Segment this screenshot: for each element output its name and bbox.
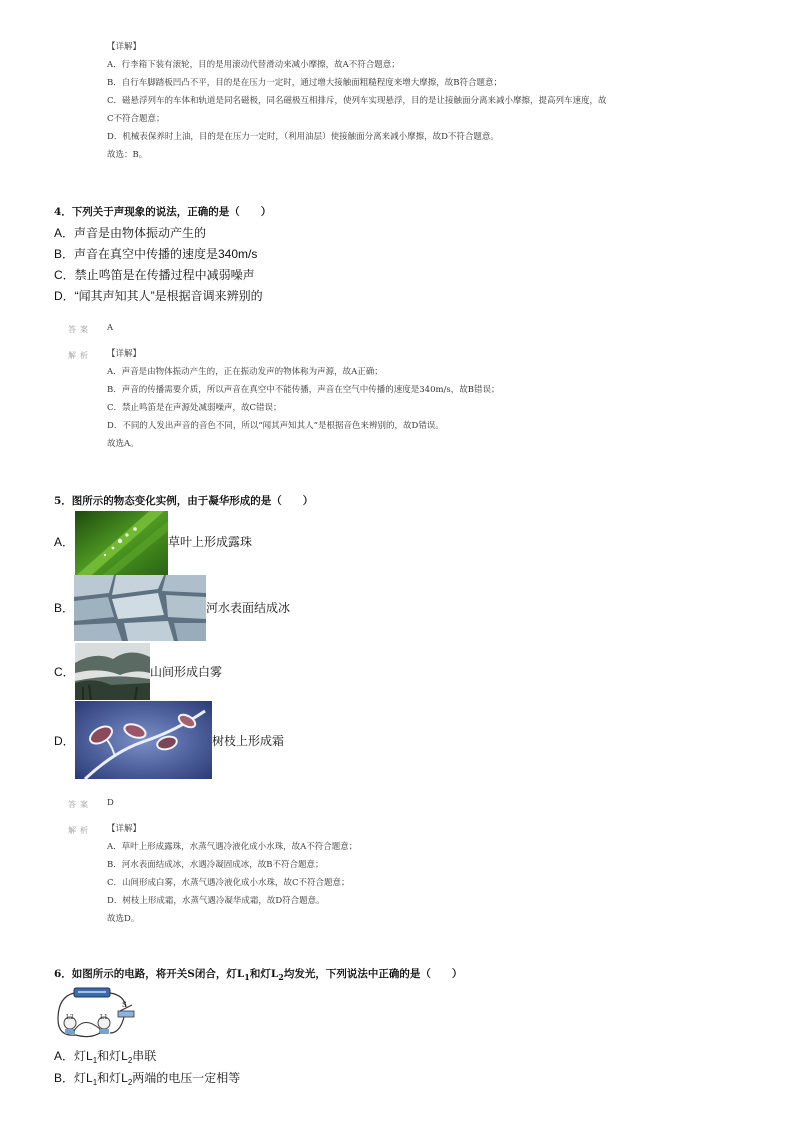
- analysis-label: 解析: [68, 351, 92, 360]
- switch-label: S: [122, 1001, 127, 1009]
- river-ice-photo: [74, 575, 206, 641]
- detail-line: C．山间形成白雾，水蒸气遇冷液化成小水珠，故C不符合题意；: [107, 878, 350, 888]
- q5-option-c-letter[interactable]: C．: [54, 665, 75, 679]
- q6-option-a[interactable]: A．灯$L_1$和灯$L_2$串联: [54, 1049, 157, 1065]
- detail-line: C．禁止鸣笛是在声源处减弱噪声，故C错误；: [107, 403, 282, 413]
- q5-option-b-caption: 河水表面结成冰: [206, 601, 291, 615]
- detail-line: C．磁悬浮列车的车体和轨道是同名磁极，同名磁极互相排斥，使列车实现悬浮，目的是让接触面分离来减小摩擦，提高列车速度，故: [107, 96, 607, 106]
- detail-line: B．自行车脚踏板凹凸不平，目的是在压力一定时，通过增大接触面粗糙程度来增大摩擦，故B符合题意；: [107, 78, 502, 88]
- detail-header: 【详解】: [107, 42, 142, 52]
- question-5-stem: 5．图所示的物态变化实例，由于凝华形成的是（ ）: [54, 495, 314, 507]
- detail-line: 故选A。: [107, 439, 139, 449]
- detail-header: 【详解】: [107, 349, 142, 359]
- q4-option-a[interactable]: A．声音是由物体振动产生的: [54, 226, 207, 240]
- detail-line: D．不同的人发出声音的音色不同，所以“闻其声知其人”是根据音色来辨别的，故D错误。: [107, 421, 444, 431]
- circuit-diagram: [54, 985, 142, 1043]
- q4-option-c[interactable]: C．禁止鸣笛是在传播过程中减弱噪声: [54, 268, 255, 282]
- question-4-stem: 4．下列关于声现象的说法，正确的是（ ）: [54, 206, 272, 218]
- question-6-stem: 6．如图所示的电路，将开关S闭合，灯$L_1$和灯$L_2$均发光，下列说法中正确的是（ ）: [54, 968, 463, 982]
- q5-option-a-letter[interactable]: A．: [54, 535, 75, 549]
- q4-option-b[interactable]: B．声音在真空中传播的速度是340m/s: [54, 247, 258, 261]
- analysis-label: 解析: [68, 826, 92, 835]
- q6-option-b[interactable]: B．灯$L_1$和灯$L_2$两端的电压一定相等: [54, 1071, 241, 1087]
- lamp-l1-label: L1: [100, 1014, 108, 1021]
- detail-header: 【详解】: [107, 824, 142, 834]
- detail-line: D．树枝上形成霜，水蒸气遇冷凝华成霜，故D符合题意。: [107, 896, 325, 906]
- lamp-l2-label: L2: [66, 1014, 74, 1021]
- q5-option-d-letter[interactable]: D．: [54, 734, 75, 748]
- detail-line: A．草叶上形成露珠，水蒸气遇冷液化成小水珠，故A不符合题意；: [107, 842, 358, 852]
- detail-line: B．声音的传播需要介质，所以声音在真空中不能传播，声音在空气中传播的速度是340m/s，故B错误；: [107, 385, 500, 395]
- detail-line: C不符合题意；: [107, 114, 165, 124]
- q5-option-c-caption: 山间形成白雾: [150, 665, 223, 679]
- answer-label: 答案: [68, 325, 92, 334]
- answer-value: A: [107, 323, 114, 333]
- leaf-dew-photo: [75, 511, 168, 575]
- q5-option-b-letter[interactable]: B．: [54, 601, 75, 615]
- frost-branch-photo: [75, 701, 212, 779]
- detail-line: A．行李箱下装有滚轮，目的是用滚动代替滑动来减小摩擦，故A不符合题意；: [107, 60, 400, 70]
- answer-value: D: [107, 798, 114, 808]
- q5-option-d-caption: 树枝上形成霜: [212, 734, 285, 748]
- detail-line: B．河水表面结成冰，水遇冷凝固成冰，故B不符合题意；: [107, 860, 324, 870]
- detail-line: 故选：B。: [107, 150, 148, 160]
- detail-line: A．声音是由物体振动产生的，正在振动发声的物体称为声源，故A正确；: [107, 367, 383, 377]
- detail-line: D．机械表保养时上油，目的是在压力一定时，（利用油层）使接触面分离来减小摩擦，故D不符合题意。: [107, 132, 499, 142]
- detail-line: 故选D。: [107, 914, 140, 924]
- q5-option-a-caption: 草叶上形成露珠: [168, 535, 253, 549]
- q4-option-d[interactable]: D．“闻其声知其人”是根据音调来辨别的: [54, 289, 263, 303]
- answer-label: 答案: [68, 800, 92, 809]
- mountain-fog-photo: [75, 643, 150, 700]
